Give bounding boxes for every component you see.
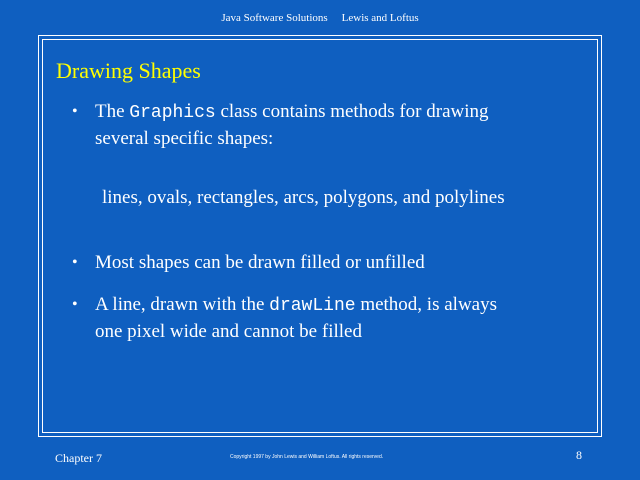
bullet-line: one pixel wide and cannot be filled	[95, 321, 362, 342]
chapter-label: Chapter 7	[55, 451, 102, 465]
bullet-line: several specific shapes:	[95, 128, 274, 149]
slide-title: Drawing Shapes	[56, 58, 201, 83]
copyright-notice: Copyright 1997 by John Lewis and William Loftus. All rights reserved.	[230, 454, 384, 460]
slide-header	[0, 12, 640, 24]
text-span: method, is always	[355, 294, 497, 315]
code-span: Graphics	[129, 103, 216, 123]
bullet-icon: •	[72, 296, 78, 313]
bullet-icon: •	[72, 103, 78, 120]
text-span: The	[95, 101, 130, 122]
bullet-line: Most shapes can be drawn filled or unfilled	[95, 252, 425, 273]
code-span: drawLine	[269, 296, 356, 316]
bullet-text	[95, 250, 425, 276]
bullet-icon: •	[72, 254, 78, 271]
bullet-text	[95, 99, 489, 152]
authors: Lewis and Loftus	[341, 12, 419, 24]
bullet-line	[95, 292, 497, 319]
page-number: 8	[576, 448, 582, 462]
text-span: class contains methods for drawing	[215, 101, 489, 122]
bullet-text	[95, 292, 497, 345]
shape-list: lines, ovals, rectangles, arcs, polygons, and polylines	[102, 187, 505, 208]
book-title: Java Software Solutions	[221, 12, 328, 24]
text-span: A line, drawn with the	[95, 294, 270, 315]
bullet-line	[95, 99, 489, 126]
